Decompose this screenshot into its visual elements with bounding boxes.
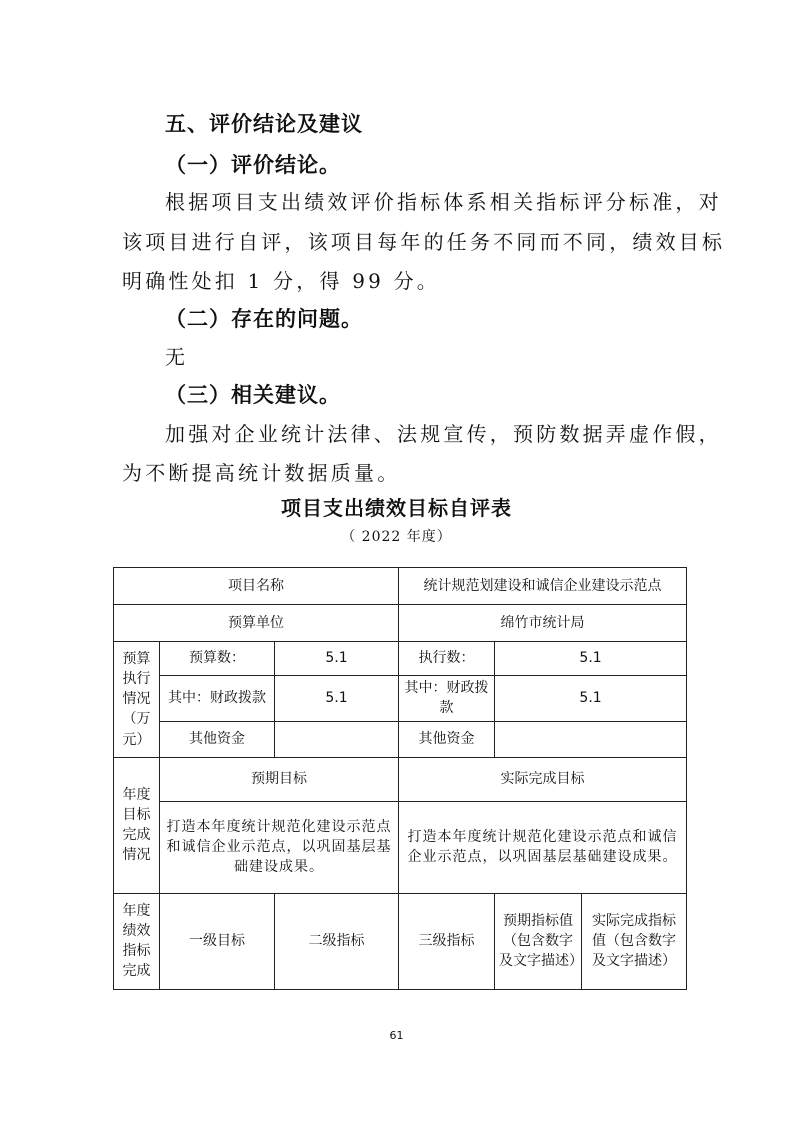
expected-value-header: 预期指标值（包含数字及文字描述） xyxy=(495,893,582,989)
suggestion-line-2: 为不断提高统计数据质量。 xyxy=(122,461,401,485)
budget-exec-label: 预算执行情况（万元） xyxy=(114,642,160,758)
suggestion-line-1: 加强对企业统计法律、法规宣传，预防数据弄虚作假， xyxy=(165,422,722,446)
table-row xyxy=(114,568,687,605)
budget-unit-label: 预算单位 xyxy=(114,605,399,642)
section-heading: 五、评价结论及建议 xyxy=(165,111,363,136)
subheading-suggestions: （三）相关建议。 xyxy=(165,382,341,407)
fiscal-label-2: 其中：财政拨款 xyxy=(399,676,495,722)
conclusion-line-3: 明确性处扣 1 分，得 99 分。 xyxy=(122,269,441,293)
actual-goal-text: 打造本年度统计规范化建设示范点和诚信企业示范点，以巩固基层基础建设成果。 xyxy=(399,801,687,893)
self-evaluation-table xyxy=(113,567,687,990)
budget-unit-value: 绵竹市统计局 xyxy=(399,605,687,642)
exec-amount-label: 执行数： xyxy=(399,642,495,676)
actual-goal-label: 实际完成目标 xyxy=(399,757,687,801)
project-name-value: 统计规范划建设和诚信企业建设示范点 xyxy=(399,568,687,605)
table-row xyxy=(114,642,687,676)
conclusion-line-1: 根据项目支出绩效评价指标体系相关指标评分标准，对 xyxy=(165,190,722,214)
other-funds-label-2: 其他资金 xyxy=(399,721,495,757)
other-funds-label: 其他资金 xyxy=(160,721,275,757)
expected-goal-text: 打造本年度统计规范化建设示范点和诚信企业示范点，以巩固基层基础建设成果。 xyxy=(160,801,399,893)
level1-header: 一级目标 xyxy=(160,893,275,989)
table-title: 项目支出绩效目标自评表 xyxy=(281,496,512,520)
table-row xyxy=(114,801,687,893)
budget-amount-label: 预算数： xyxy=(160,642,275,676)
subheading-issues: （二）存在的问题。 xyxy=(165,306,363,331)
table-row xyxy=(114,757,687,801)
subheading-conclusion: （一）评价结论。 xyxy=(165,152,341,177)
fiscal-value: 5.1 xyxy=(275,676,399,722)
table-row xyxy=(114,721,687,757)
conclusion-line-2: 该项目进行自评，该项目每年的任务不同而不同，绩效目标 xyxy=(122,230,726,254)
fiscal-value-2: 5.1 xyxy=(495,676,687,722)
other-funds-value xyxy=(275,721,399,757)
table-row xyxy=(114,676,687,722)
table-row xyxy=(114,893,687,989)
exec-amount-value: 5.1 xyxy=(495,642,687,676)
level3-header: 三级指标 xyxy=(399,893,495,989)
budget-amount-value: 5.1 xyxy=(275,642,399,676)
table-year: （ 2022 年度） xyxy=(341,529,452,545)
annual-goal-label: 年度目标完成情况 xyxy=(114,757,160,893)
level2-header: 二级指标 xyxy=(275,893,399,989)
project-name-label: 项目名称 xyxy=(114,568,399,605)
fiscal-label: 其中：财政拨款 xyxy=(160,676,275,722)
issues-text: 无 xyxy=(165,345,189,369)
other-funds-value-2 xyxy=(495,721,687,757)
indicator-label: 年度绩效指标完成 xyxy=(114,893,160,989)
actual-value-header: 实际完成指标值（包含数字及文字描述） xyxy=(582,893,687,989)
table-row xyxy=(114,605,687,642)
page-number: 61 xyxy=(389,1029,404,1042)
expected-goal-label: 预期目标 xyxy=(160,757,399,801)
